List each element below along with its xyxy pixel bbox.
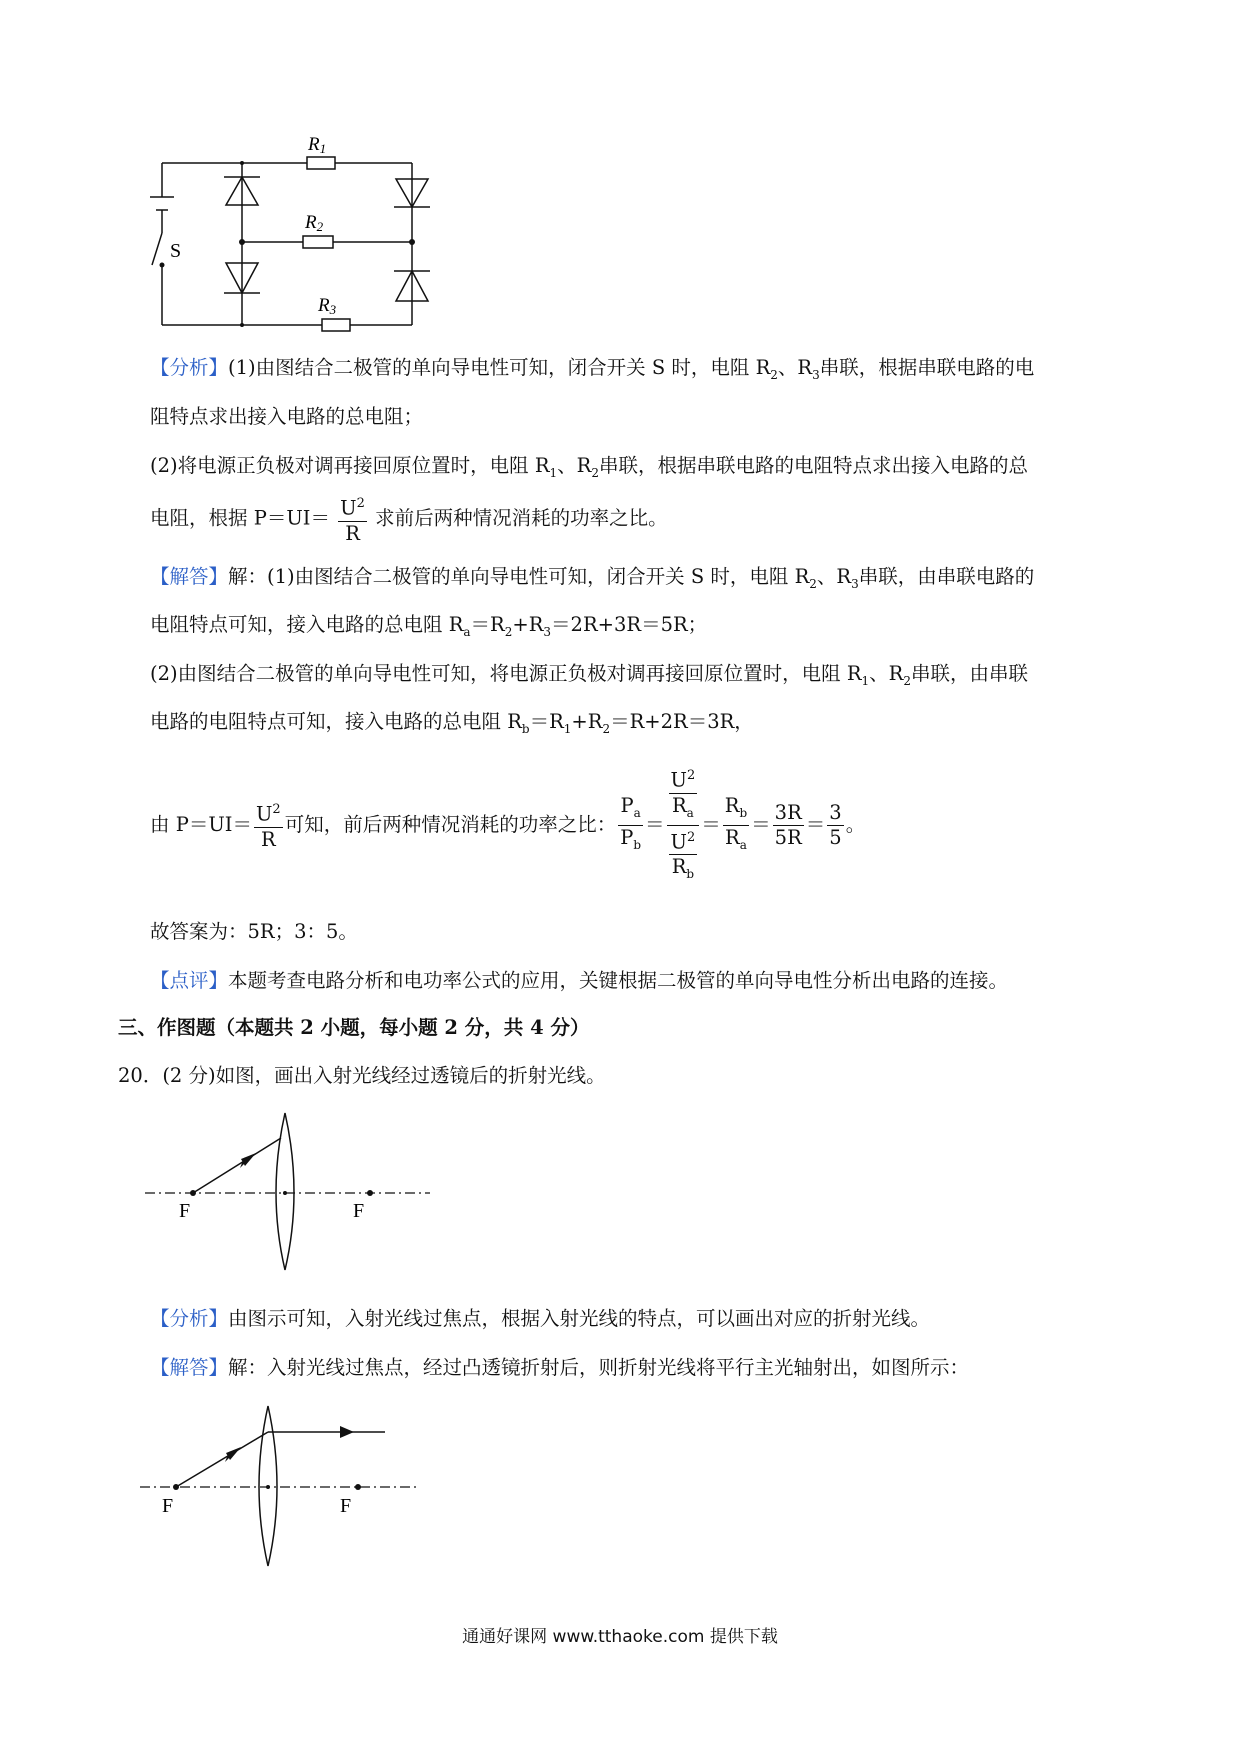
- answer-focus-label-right: F: [340, 1495, 352, 1517]
- section-3-title: 三、作图题（本题共 2 小题，每小题 2 分，共 4 分）: [118, 1016, 590, 1039]
- q19-solution-2-cont: 电路的电阻特点可知，接入电路的总电阻 $R_b=R_1+R_2=R+2R=3R$，: [150, 710, 754, 736]
- lens-diagram-question: [145, 1108, 435, 1278]
- q20-solution: 【解答】解：入射光线过焦点，经过凸透镜折射后，则折射光线将平行主光轴射出，如图所示：: [150, 1356, 970, 1379]
- circuit-diagram: [150, 125, 450, 340]
- q20-question: 20．(2 分)如图，画出入射光线经过透镜后的折射光线。: [118, 1064, 606, 1087]
- answer-focus-label-left: F: [162, 1495, 174, 1517]
- r1-label: R1: [308, 134, 327, 156]
- q19-comment: 【点评】本题考查电路分析和电功率公式的应用，关键根据二极管的单向导电性分析出电路的连接。: [150, 969, 1009, 992]
- focus-label-left: F: [179, 1200, 191, 1222]
- q19-analysis-1: 【分析】(1)由图结合二极管的单向导电性可知，闭合开关 S 时，电阻 $R_2$、$R_3$串联，根据串联电路的电: [150, 356, 1035, 382]
- q19-answer: 故答案为：5R；3：5。: [150, 920, 358, 943]
- q19-analysis-2: (2)将电源正负极对调再接回原位置时，电阻 $R_1$、$R_2$串联，根据串联电路的电阻特点求出接入电路的总: [150, 454, 1028, 480]
- focus-label-right: F: [353, 1200, 365, 1222]
- lens-diagram-answer: [140, 1402, 425, 1572]
- power-formula-fraction: $\frac{U^2}{R}$: [338, 492, 367, 546]
- q19-analysis-1-cont: 阻特点求出接入电路的总电阻；: [150, 405, 424, 428]
- q19-power-ratio: 由 P＝UI＝ $\frac{U^2}{R}$ 可知，前后两种情况消耗的功率之比： $\frac{P_a}{P_b}$ ＝ $\frac{\frac{U^2}{R_a}}{\frac{U^2}{R_b}}$ ＝ $\frac{R_b}{R_a}$ ＝ $\frac{3R}{5R}$ ＝ $\frac{3}{5}$ 。: [150, 745, 865, 905]
- q19-analysis-2-cont: 电阻，根据 P＝UI＝ $\frac{U^2}{R}$ 求前后两种情况消耗的功率之比。: [150, 492, 668, 546]
- r3-label: R3: [318, 295, 337, 317]
- q19-solution-1: 【解答】解：(1)由图结合二极管的单向导电性可知，闭合开关 S 时，电阻 $R_2$、$R_3$串联，由串联电路的: [150, 565, 1035, 591]
- page-footer: 通通好课网 www.tthaoke.com 提供下载: [462, 1627, 778, 1647]
- switch-label: S: [170, 240, 182, 262]
- r2-label: R2: [305, 212, 324, 234]
- q19-solution-1-cont: 电阻特点可知，接入电路的总电阻 $R_a=R_2+R_3=2R+3R=5R$；: [150, 613, 708, 639]
- q20-analysis: 【分析】由图示可知，入射光线过焦点，根据入射光线的特点，可以画出对应的折射光线。: [150, 1307, 931, 1330]
- q19-solution-2: (2)由图结合二极管的单向导电性可知，将电源正负极对调再接回原位置时，电阻 $R_1$、$R_2$串联，由串联: [150, 662, 1028, 688]
